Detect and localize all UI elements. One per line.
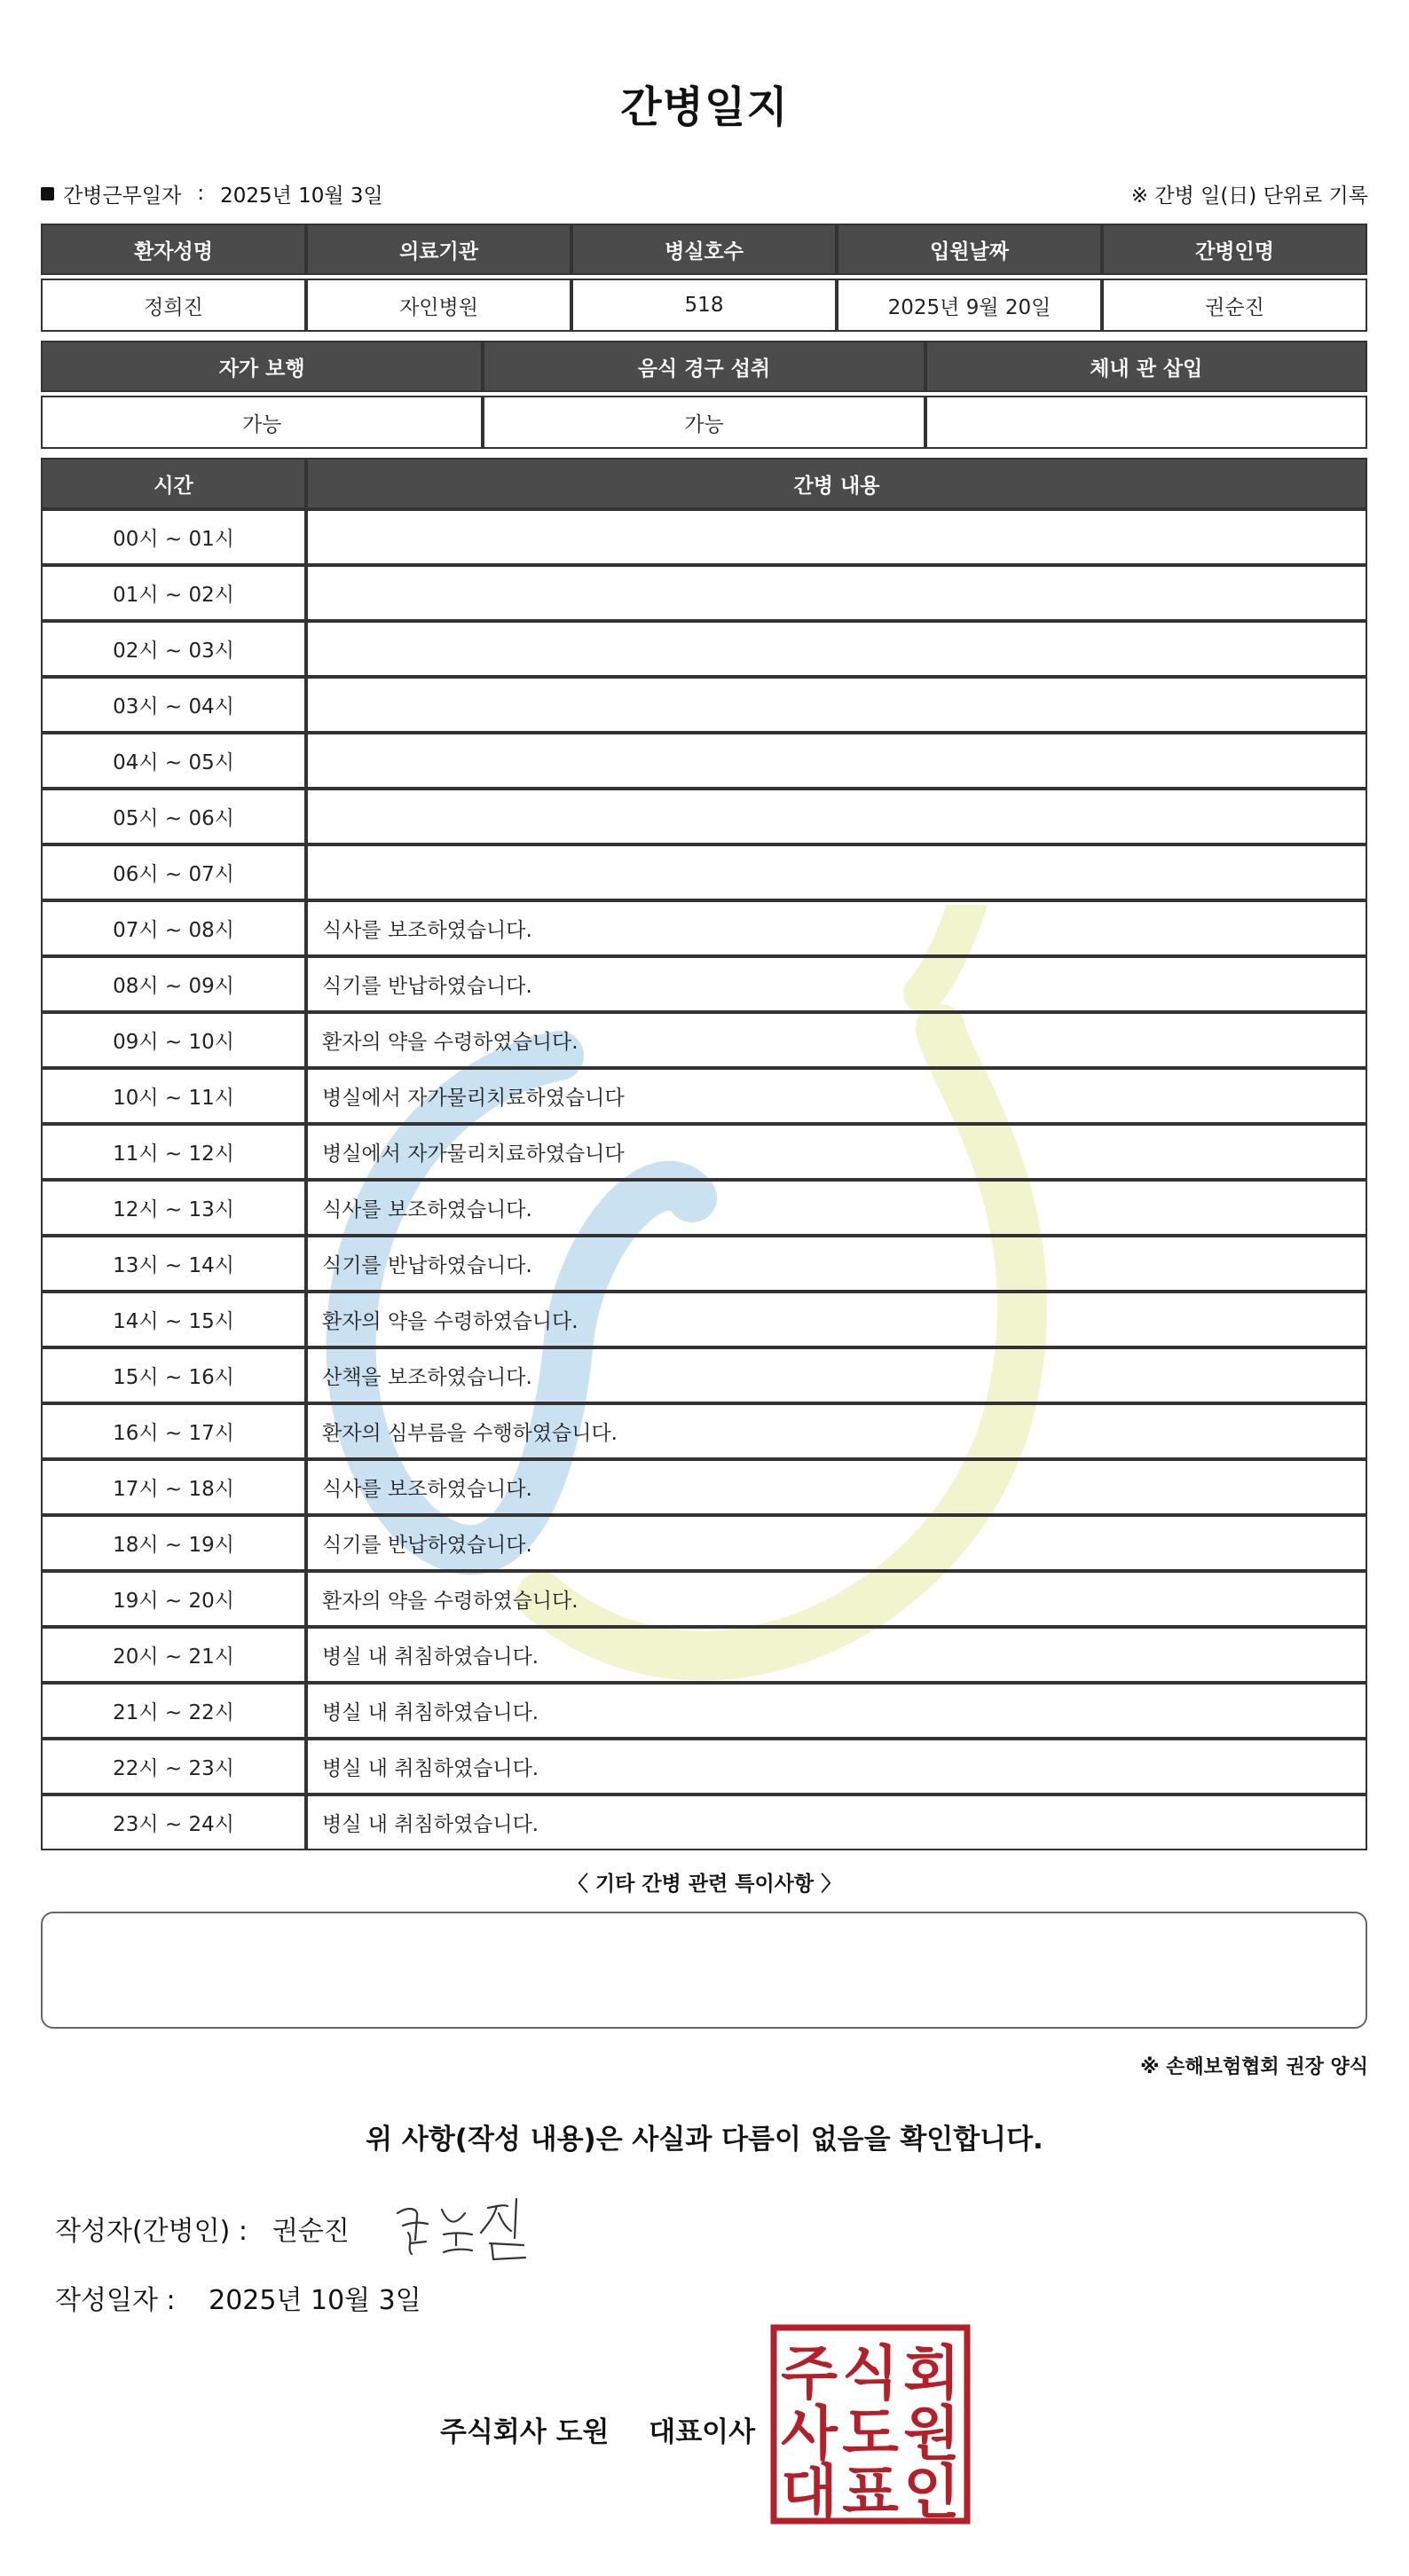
time-slot: 19시 ~ 20시: [41, 1571, 306, 1627]
status-header-row: [41, 341, 1367, 392]
page-title: 간병일지: [620, 82, 789, 132]
writer-line: [55, 2209, 350, 2248]
written-date-value: 2025년 10월 3일: [209, 2285, 421, 2316]
time-slot: 17시 ~ 18시: [41, 1459, 306, 1515]
work-date-separator: :: [197, 182, 205, 205]
care-content: [306, 509, 1367, 565]
care-content: 병실 내 취침하였습니다.: [306, 1795, 1367, 1850]
care-content: 식사를 보조하였습니다.: [306, 900, 1367, 956]
table-row: [41, 1515, 1367, 1571]
tube-insertion-value: [925, 396, 1367, 449]
room-number: 518: [571, 279, 837, 332]
handwritten-signature: [390, 2187, 550, 2266]
writer-name: 권순진: [272, 2216, 350, 2247]
time-slot: 01시 ~ 02시: [41, 565, 306, 621]
time-slot: 07시 ~ 08시: [41, 900, 306, 956]
care-content: [306, 789, 1367, 844]
care-content: 식사를 보조하였습니다.: [306, 1459, 1367, 1515]
header-caregiver-name: 간병인명: [1102, 224, 1367, 275]
patient-status-table: [41, 341, 1367, 449]
time-slot: 10시 ~ 11시: [41, 1068, 306, 1124]
svg-text:표: 표: [842, 2458, 899, 2525]
time-slot: 14시 ~ 15시: [41, 1292, 306, 1347]
table-row: [41, 789, 1367, 844]
care-content: 환자의 약을 수령하였습니다.: [306, 1292, 1367, 1347]
company-line: [440, 2409, 755, 2449]
svg-text:도: 도: [842, 2399, 899, 2468]
patient-name: 정희진: [41, 279, 306, 332]
header-admission-date: 입원날짜: [837, 224, 1102, 275]
association-form-note: ※ 손해보험협회 권장 양식: [1140, 2056, 1368, 2078]
svg-text:인: 인: [903, 2458, 960, 2525]
header-care-content: 간병 내용: [306, 458, 1367, 509]
table-row: [41, 1012, 1367, 1068]
header-self-walking: 자가 보행: [41, 341, 483, 392]
table-row: [41, 1459, 1367, 1515]
table-row: [41, 677, 1367, 733]
table-row: [41, 844, 1367, 900]
table-row: [41, 1180, 1367, 1236]
bullet-square-icon: [41, 187, 54, 200]
company-name: 주식회사 도원: [440, 2416, 610, 2448]
patient-info-value-row: [41, 279, 1367, 332]
care-content: 병실 내 취침하였습니다.: [306, 1627, 1367, 1683]
care-content: 식기를 반납하였습니다.: [306, 1515, 1367, 1571]
table-row: [41, 1683, 1367, 1739]
care-content: 식기를 반납하였습니다.: [306, 956, 1367, 1012]
time-slot: 15시 ~ 16시: [41, 1347, 306, 1403]
care-content: 식사를 보조하였습니다.: [306, 1180, 1367, 1236]
care-content: 병실에서 자가물리치료하였습니다: [306, 1124, 1367, 1180]
time-slot: 02시 ~ 03시: [41, 621, 306, 677]
time-slot: 16시 ~ 17시: [41, 1403, 306, 1459]
work-date-label: 간병근무일자: [63, 184, 182, 208]
header-time: 시간: [41, 458, 306, 509]
care-content: 식기를 반납하였습니다.: [306, 1236, 1367, 1292]
table-row: [41, 1292, 1367, 1347]
table-row: [41, 1627, 1367, 1683]
time-slot: 08시 ~ 09시: [41, 956, 306, 1012]
table-row: [41, 1236, 1367, 1292]
svg-text:주: 주: [781, 2339, 838, 2407]
time-slot: 20시 ~ 21시: [41, 1627, 306, 1683]
time-slot: 00시 ~ 01시: [41, 509, 306, 565]
written-date-line: [55, 2278, 421, 2317]
care-content: [306, 621, 1367, 677]
confirmation-statement: 위 사항(작성 내용)은 사실과 다름이 없음을 확인합니다.: [366, 2124, 1043, 2156]
work-date-line: [41, 177, 1368, 209]
time-slot: 05시 ~ 06시: [41, 789, 306, 844]
svg-text:회: 회: [903, 2339, 960, 2407]
table-row: [41, 1571, 1367, 1627]
time-slot: 03시 ~ 04시: [41, 677, 306, 733]
header-hospital: 의료기관: [306, 224, 571, 275]
care-content: 병실에서 자가물리치료하였습니다: [306, 1068, 1367, 1124]
care-content: 병실 내 취침하였습니다.: [306, 1739, 1367, 1795]
header-tube-insertion: 체내 관 삽입: [925, 341, 1367, 392]
status-value-row: [41, 396, 1367, 449]
oral-intake-value: 가능: [483, 396, 925, 449]
special-notes-box: [41, 1912, 1367, 2029]
table-row: [41, 733, 1367, 789]
care-content: 산책을 보조하였습니다.: [306, 1347, 1367, 1403]
care-content: [306, 677, 1367, 733]
table-row: [41, 956, 1367, 1012]
header-patient-name: 환자성명: [41, 224, 306, 275]
time-slot: 11시 ~ 12시: [41, 1124, 306, 1180]
time-slot: 22시 ~ 23시: [41, 1739, 306, 1795]
care-content: 환자의 약을 수령하였습니다.: [306, 1571, 1367, 1627]
table-row: [41, 565, 1367, 621]
record-unit-note: ※ 간병 일(日) 단위로 기록: [1130, 184, 1368, 208]
table-row: [41, 621, 1367, 677]
table-row: [41, 1124, 1367, 1180]
time-slot: 13시 ~ 14시: [41, 1236, 306, 1292]
svg-text:사: 사: [781, 2399, 838, 2468]
svg-text:식: 식: [842, 2339, 899, 2407]
time-slot: 09시 ~ 10시: [41, 1012, 306, 1068]
care-content: [306, 565, 1367, 621]
table-row: [41, 1403, 1367, 1459]
self-walking-value: 가능: [41, 396, 483, 449]
care-log-header-row: [41, 458, 1367, 509]
header-oral-intake: 음식 경구 섭취: [483, 341, 925, 392]
ceo-title: 대표이사: [649, 2416, 756, 2448]
patient-info-header-row: [41, 224, 1367, 275]
table-row: [41, 1347, 1367, 1403]
header-room-number: 병실호수: [571, 224, 837, 275]
table-row: [41, 900, 1367, 956]
admission-date: 2025년 9월 20일: [837, 279, 1102, 332]
time-slot: 04시 ~ 05시: [41, 733, 306, 789]
care-content: [306, 733, 1367, 789]
table-row: [41, 509, 1367, 565]
table-row: [41, 1068, 1367, 1124]
patient-info-table: [41, 224, 1367, 332]
care-log-body: [41, 509, 1367, 1850]
hospital-name: 자인병원: [306, 279, 571, 332]
time-slot: 21시 ~ 22시: [41, 1683, 306, 1739]
care-content: 환자의 약을 수령하였습니다.: [306, 1012, 1367, 1068]
company-seal-stamp: [770, 2324, 971, 2525]
time-slot: 06시 ~ 07시: [41, 844, 306, 900]
time-slot: 23시 ~ 24시: [41, 1795, 306, 1850]
work-date-value: 2025년 10월 3일: [220, 184, 383, 208]
written-date-label: 작성일자 :: [55, 2285, 176, 2316]
care-content: [306, 844, 1367, 900]
care-content: 환자의 심부름을 수행하였습니다.: [306, 1403, 1367, 1459]
care-log-table: [41, 458, 1367, 1850]
time-slot: 12시 ~ 13시: [41, 1180, 306, 1236]
time-slot: 18시 ~ 19시: [41, 1515, 306, 1571]
svg-text:대: 대: [781, 2458, 838, 2525]
table-row: [41, 1739, 1367, 1795]
writer-label: 작성자(간병인) :: [55, 2216, 248, 2247]
care-content: 병실 내 취침하였습니다.: [306, 1683, 1367, 1739]
svg-text:원: 원: [903, 2399, 960, 2468]
table-row: [41, 1795, 1367, 1850]
special-notes-title: 〈 기타 간병 관련 특이사항 〉: [567, 1873, 842, 1896]
caregiver-name: 권순진: [1102, 279, 1367, 332]
